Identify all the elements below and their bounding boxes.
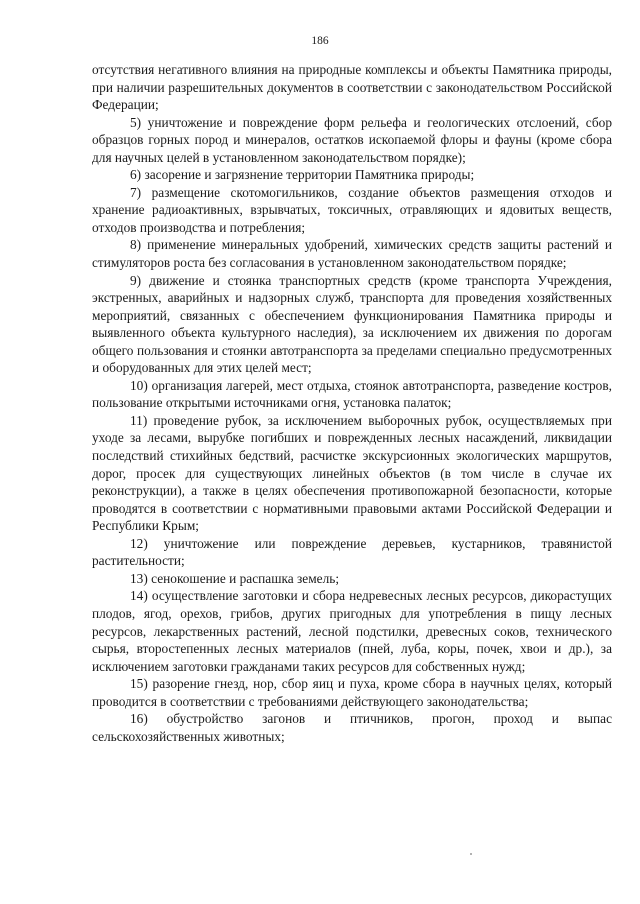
paragraph-item-15: 15) разорение гнезд, нор, сбор яиц и пуха, кроме сбора в научных целях, который проводится в соответствии с требованиями действующего законодательства; <box>92 676 612 709</box>
paragraph-item-7: 7) размещение скотомогильников, создание объектов размещения отходов и хранение радиоактивных, взрывчатых, токсичных, отравляющих и ядовитых веществ, отходов производства и потребления; <box>92 184 612 235</box>
paragraph-item-13: 13) сенокошение и распашка земель; <box>130 570 340 586</box>
paragraph-item-6: 6) засорение и загрязнение территории Памятника природы; <box>130 167 475 183</box>
paragraph-item-10: 10) организация лагерей, мест отдыха, стоянок автотранспорта, разведение костров, пользование открытыми источниками огня, установка палаток; <box>92 377 612 411</box>
paragraph-item-11: 11) проведение рубок, за исключением выборочных рубок, осуществляемых при уходе за лесами, вырубке погибших и поврежденных лесных насаждений, ликвидации последствий стихийных бедствий, расчистке экскурсионных экологических маршрутов, дорог, просек для существующих линейных объектов (в том числе в случае их реконструкции), а также в целях обеспечения противопожарной безопасности, которые проводятся в соответствии с нормативными правовыми актами Российской Федерации и Республики Крым; <box>92 412 612 534</box>
paragraph-continuation: отсутствия негативного влияния на природные комплексы и объекты Памятника природы, при наличии разрешительных документов в соответствии с законодательством Российской Федерации; <box>92 62 612 113</box>
paragraph-item-8: 8) применение минеральных удобрений, химических средств защиты растений и стимуляторов роста без согласования в установленном законодательством порядке; <box>92 237 612 271</box>
paragraph-item-9: 9) движение и стоянка транспортных средств (кроме транспорта Учреждения, экстренных, аварийных и надзорных служб, транспорта для проведения хозяйственных мероприятий, связанных с обеспечением функционирования Памятника природы и выявленного объекта культурного наследия), за исключением их движения по дорогам общего пользования и стоянки автотранспорта за пределами специально предусмотренных и оборудованных для этих целей мест; <box>92 272 612 376</box>
paragraph-item-12: 12) уничтожение или повреждение деревьев, кустарников, травянистой растительности; <box>92 535 612 569</box>
document-body <box>92 61 612 745</box>
paragraph-item-16: 16) обустройство загонов и птичников, прогон, проход и выпас сельскохозяйственных животных; <box>92 711 612 744</box>
scan-speck <box>470 853 472 855</box>
paragraph-item-5: 5) уничтожение и повреждение форм рельефа и геологических отслоений, сбор образцов горных пород и минералов, остатков ископаемой флоры и фауны (кроме сбора для научных целей в установленном законодательством порядке); <box>92 114 612 165</box>
paragraph-item-14: 14) осуществление заготовки и сбора недревесных лесных ресурсов, дикорастущих плодов, ягод, орехов, грибов, других пригодных для употребления в пищу лесных ресурсов, лекарственных растений, лесной подстилки, древесных соков, технического сырья, второстепенных лесных материалов (пней, луба, коры, почек, хвои и др.), за исключением заготовки гражданами таких ресурсов для собственных нужд; <box>92 588 612 674</box>
page-number: 186 <box>311 35 329 47</box>
